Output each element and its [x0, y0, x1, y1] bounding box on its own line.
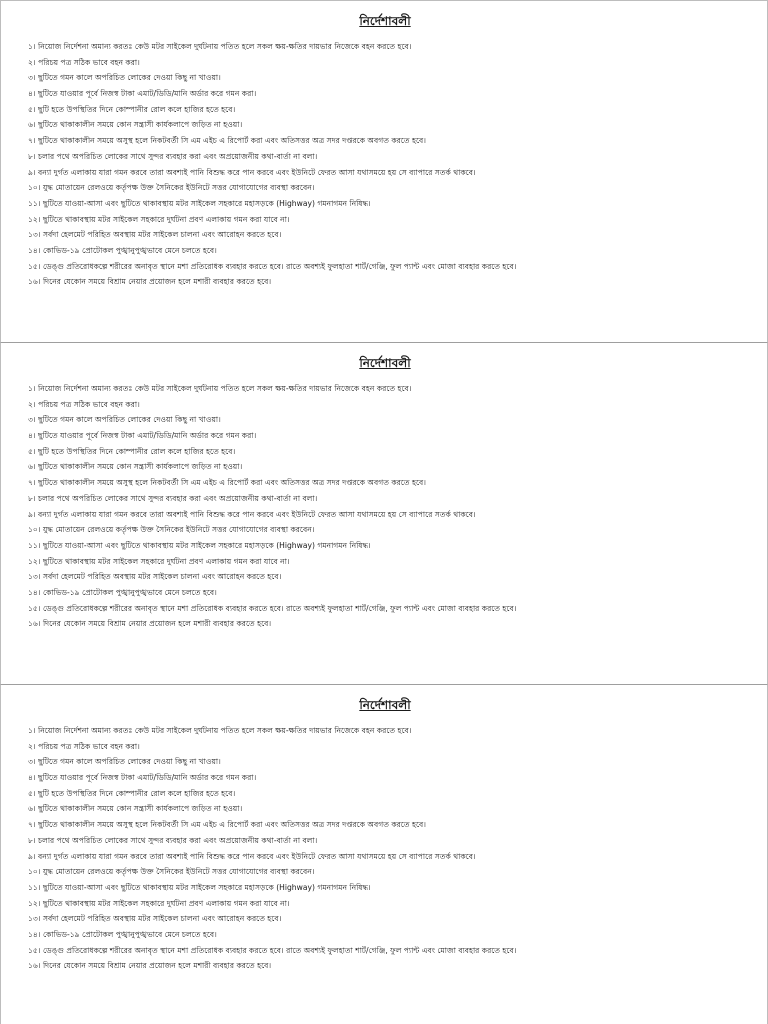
instruction-item: ৯। বন্যা দুর্গত এলাকায় যারা গমন করবে তারা অবশ্যই পানি বিশুদ্ধ করে পান করবে এবং ইউনিটে ফেরত আসা যথাসময়ে হয় সে ব্যাপারে সতর্ক থাকবে। — [28, 851, 476, 861]
instruction-item: ১০। যুদ্ধ মোতায়েন রেলওয়ে কর্তৃপক্ষ উক্ত সৈনিকের ইউনিটে সত্তর যোগাযোগের ব্যবস্থা করবেন। — [28, 525, 315, 535]
instruction-block — [0, 684, 768, 1024]
instruction-item: ৭। ছুটিতে থাকাকালীন সময়ে অসুস্থ হলে নিকটবর্তী সি এম এইচ এ রিপোর্ট করা এবং অতিসত্তর অত্র সদর দপ্তরকে অবগত করতে হবে। — [28, 478, 426, 488]
instruction-item: ১৪। কোভিড-১৯ প্রোটোকল পুঙ্খানুপুঙ্খভাবে মেনে চলতে হবে। — [28, 929, 217, 939]
instruction-item: ২। পরিচয় পত্র সঠিক ভাবে বহন করা। — [28, 57, 140, 67]
instruction-item: ৯। বন্যা দুর্গত এলাকায় যারা গমন করবে তারা অবশ্যই পানি বিশুদ্ধ করে পান করবে এবং ইউনিটে ফেরত আসা যথাসময়ে হয় সে ব্যাপারে সতর্ক থাকবে। — [28, 509, 476, 519]
instruction-item: ৮। চলার পথে অপরিচিত লোকের সাথে সুন্দর ব্যবহার করা এবং অপ্রয়োজনীয় কথা-বার্তা না বলা। — [28, 493, 318, 503]
instruction-item: ১৪। কোভিড-১৯ প্রোটোকল পুঙ্খানুপুঙ্খভাবে মেনে চলতে হবে। — [28, 587, 217, 597]
instruction-item: ৪। ছুটিতে যাওয়ার পূর্বে নিজস্ব টাকা এমাট/ডিডি/মানি অর্ডার করে গমন করা। — [28, 773, 257, 783]
instruction-list — [28, 381, 761, 632]
instruction-item: ১৬। দিনের যেকোন সময়ে বিশ্রাম নেয়ার প্রয়োজন হলে মশারী ব্যবহার করতে হবে। — [28, 961, 272, 971]
instruction-item: ৯। বন্যা দুর্গত এলাকায় যারা গমন করবে তারা অবশ্যই পানি বিশুদ্ধ করে পান করবে এবং ইউনিটে ফেরত আসা যথাসময়ে হয় সে ব্যাপারে সতর্ক থাকবে। — [28, 167, 476, 177]
instruction-item: ১৪। কোভিড-১৯ প্রোটোকল পুঙ্খানুপুঙ্খভাবে মেনে চলতে হবে। — [28, 245, 217, 255]
instruction-item: ১২। ছুটিতে থাকাবস্থায় মটর সাইকেল সহকারে দুর্ঘটনা প্রবণ এলাকায় গমন করা যাবে না। — [28, 898, 290, 908]
instruction-item: ১২। ছুটিতে থাকাবস্থায় মটর সাইকেল সহকারে দুর্ঘটনা প্রবণ এলাকায় গমন করা যাবে না। — [28, 214, 290, 224]
instruction-item: ৩। ছুটিতে গমন কালে অপরিচিত লোকের দেওয়া কিছু না খাওয়া। — [28, 73, 221, 83]
instruction-item: ১১। ছুটিতে যাওয়া-আসা এবং ছুটিতে থাকাবস্থায় মটর সাইকেল সহকারে মহাসড়কে (Highway) গমনাগমন নিষিদ্ধ। — [28, 540, 371, 550]
instruction-list — [28, 723, 761, 974]
instruction-item: ৫। ছুটি হতে উপস্থিতির দিনে কোম্পানীর রোল কলে হাজির হতে হবে। — [28, 104, 236, 114]
instruction-item: ১৩। সর্বদা হেলমেট পরিহিত অবস্থায় মটর সাইকেল চালনা এবং আরোহন করতে হবে। — [28, 572, 282, 582]
block-title: নির্দেশাবলী — [359, 14, 411, 28]
instruction-item: ৭। ছুটিতে থাকাকালীন সময়ে অসুস্থ হলে নিকটবর্তী সি এম এইচ এ রিপোর্ট করা এবং অতিসত্তর অত্র সদর দপ্তরকে অবগত করতে হবে। — [28, 820, 426, 830]
instruction-block — [0, 0, 768, 342]
instruction-item: ১। নিয়োজ নির্দেশনা অমান্য করতঃ কেউ মটর সাইকেল দুর্ঘটনায় পতিত হলে সকল ক্ষয়-ক্ষতির দায়ভার নিজেকে বহন করতে হবে। — [28, 384, 412, 393]
instruction-item: ২। পরিচয় পত্র সঠিক ভাবে বহন করা। — [28, 399, 140, 409]
instruction-item: ১৩। সর্বদা হেলমেট পরিহিত অবস্থায় মটর সাইকেল চালনা এবং আরোহন করতে হবে। — [28, 914, 282, 924]
instruction-item: ২। পরিচয় পত্র সঠিক ভাবে বহন করা। — [28, 741, 140, 751]
instruction-list — [28, 39, 761, 290]
instruction-item: ১৩। সর্বদা হেলমেট পরিহিত অবস্থায় মটর সাইকেল চালনা এবং আরোহন করতে হবে। — [28, 230, 282, 240]
instruction-item: ৩। ছুটিতে গমন কালে অপরিচিত লোকের দেওয়া কিছু না খাওয়া। — [28, 415, 221, 425]
instruction-item: ৬। ছুটিতে থাকাকালীন সময়ে কোন সন্ত্রাসী কার্যকলাপে জড়িত না হওয়া। — [28, 120, 243, 130]
instruction-item: ৭। ছুটিতে থাকাকালীন সময়ে অসুস্থ হলে নিকটবর্তী সি এম এইচ এ রিপোর্ট করা এবং অতিসত্তর অত্র সদর দপ্তরকে অবগত করতে হবে। — [28, 136, 426, 146]
instruction-item: ১৫। ডেঙ্গু প্রতিরোধকল্পে শরীরের অনাবৃত স্থানে মশা প্রতিরোধক ব্যবহার করতে হবে। রাতে অবশ্যই ফুলহাতা শার্ট/গেঞ্জি, ফুল প্যান্ট এবং মোজা ব্যবহার করতে হবে। — [28, 261, 517, 271]
instruction-item: ৫। ছুটি হতে উপস্থিতির দিনে কোম্পানীর রোল কলে হাজির হতে হবে। — [28, 446, 236, 456]
instruction-item: ১২। ছুটিতে থাকাবস্থায় মটর সাইকেল সহকারে দুর্ঘটনা প্রবণ এলাকায় গমন করা যাবে না। — [28, 556, 290, 566]
instruction-item: ১৬। দিনের যেকোন সময়ে বিশ্রাম নেয়ার প্রয়োজন হলে মশারী ব্যবহার করতে হবে। — [28, 619, 272, 629]
instruction-item: ৬। ছুটিতে থাকাকালীন সময়ে কোন সন্ত্রাসী কার্যকলাপে জড়িত না হওয়া। — [28, 804, 243, 814]
instruction-item: ৬। ছুটিতে থাকাকালীন সময়ে কোন সন্ত্রাসী কার্যকলাপে জড়িত না হওয়া। — [28, 462, 243, 472]
instruction-item: ১১। ছুটিতে যাওয়া-আসা এবং ছুটিতে থাকাবস্থায় মটর সাইকেল সহকারে মহাসড়কে (Highway) গমনাগমন নিষিদ্ধ। — [28, 882, 371, 892]
instruction-item: ৪। ছুটিতে যাওয়ার পূর্বে নিজস্ব টাকা এমাট/ডিডি/মানি অর্ডার করে গমন করা। — [28, 431, 257, 441]
instruction-item: ১০। যুদ্ধ মোতায়েন রেলওয়ে কর্তৃপক্ষ উক্ত সৈনিকের ইউনিটে সত্তর যোগাযোগের ব্যবস্থা করবেন। — [28, 183, 315, 193]
instruction-item: ১০। যুদ্ধ মোতায়েন রেলওয়ে কর্তৃপক্ষ উক্ত সৈনিকের ইউনিটে সত্তর যোগাযোগের ব্যবস্থা করবেন। — [28, 867, 315, 877]
instruction-block — [0, 342, 768, 684]
instruction-item: ৪। ছুটিতে যাওয়ার পূর্বে নিজস্ব টাকা এমাট/ডিডি/মানি অর্ডার করে গমন করা। — [28, 89, 257, 99]
instruction-item: ১৬। দিনের যেকোন সময়ে বিশ্রাম নেয়ার প্রয়োজন হলে মশারী ব্যবহার করতে হবে। — [28, 277, 272, 287]
instruction-item: ১৫। ডেঙ্গু প্রতিরোধকল্পে শরীরের অনাবৃত স্থানে মশা প্রতিরোধক ব্যবহার করতে হবে। রাতে অবশ্যই ফুলহাতা শার্ট/গেঞ্জি, ফুল প্যান্ট এবং মোজা ব্যবহার করতে হবে। — [28, 945, 517, 955]
instruction-item: ১। নিয়োজ নির্দেশনা অমান্য করতঃ কেউ মটর সাইকেল দুর্ঘটনায় পতিত হলে সকল ক্ষয়-ক্ষতির দায়ভার নিজেকে বহন করতে হবে। — [28, 42, 412, 51]
instruction-item: ৮। চলার পথে অপরিচিত লোকের সাথে সুন্দর ব্যবহার করা এবং অপ্রয়োজনীয় কথা-বার্তা না বলা। — [28, 151, 318, 161]
instruction-item: ৩। ছুটিতে গমন কালে অপরিচিত লোকের দেওয়া কিছু না খাওয়া। — [28, 757, 221, 767]
instruction-item: ১। নিয়োজ নির্দেশনা অমান্য করতঃ কেউ মটর সাইকেল দুর্ঘটনায় পতিত হলে সকল ক্ষয়-ক্ষতির দায়ভার নিজেকে বহন করতে হবে। — [28, 726, 412, 735]
instruction-item: ৫। ছুটি হতে উপস্থিতির দিনে কোম্পানীর রোল কলে হাজির হতে হবে। — [28, 788, 236, 798]
instruction-item: ১৫। ডেঙ্গু প্রতিরোধকল্পে শরীরের অনাবৃত স্থানে মশা প্রতিরোধক ব্যবহার করতে হবে। রাতে অবশ্যই ফুলহাতা শার্ট/গেঞ্জি, ফুল প্যান্ট এবং মোজা ব্যবহার করতে হবে। — [28, 603, 517, 613]
block-title: নির্দেশাবলী — [359, 356, 411, 370]
block-title: নির্দেশাবলী — [359, 698, 411, 712]
instruction-item: ১১। ছুটিতে যাওয়া-আসা এবং ছুটিতে থাকাবস্থায় মটর সাইকেল সহকারে মহাসড়কে (Highway) গমনাগমন নিষিদ্ধ। — [28, 198, 371, 208]
instruction-item: ৮। চলার পথে অপরিচিত লোকের সাথে সুন্দর ব্যবহার করা এবং অপ্রয়োজনীয় কথা-বার্তা না বলা। — [28, 835, 318, 845]
